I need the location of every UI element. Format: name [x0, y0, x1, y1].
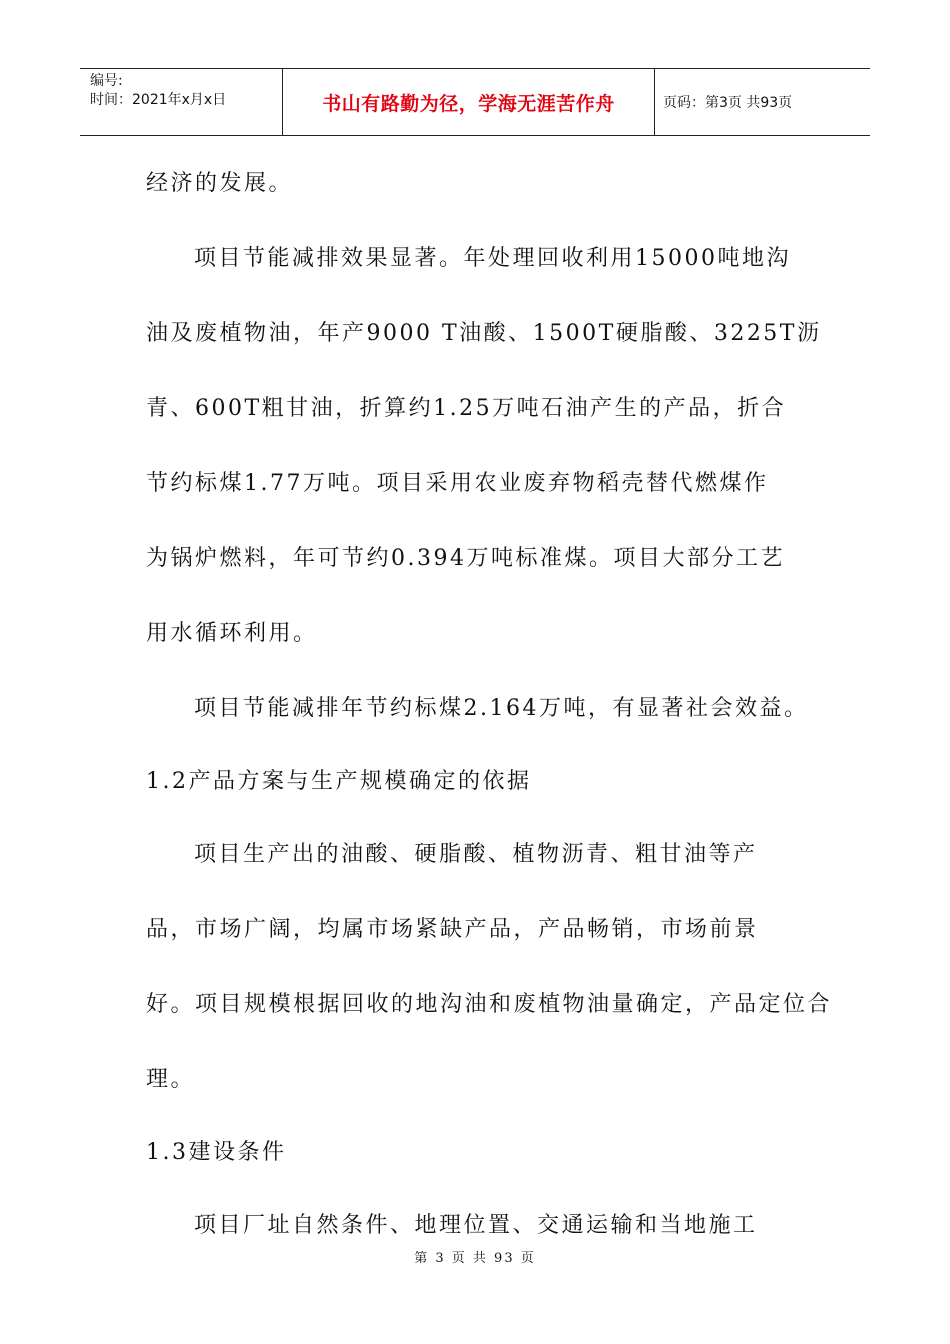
header-page-number: 页码：第3页 共93页: [663, 95, 793, 111]
paragraph-line: 项目厂址自然条件、地理位置、交通运输和当地施工: [194, 1213, 758, 1238]
paragraph-line: 项目节能减排效果显著。年处理回收利用15000吨地沟: [194, 246, 791, 271]
document-date: 时间：2021年x月x日: [90, 92, 227, 108]
page-header: [80, 68, 870, 136]
paragraph-line: 油及废植物油，年产9000 T油酸、1500T硬脂酸、3225T沥: [146, 321, 822, 346]
paragraph-line: 品，市场广阔，均属市场紧缺产品，产品畅销，市场前景: [146, 917, 759, 942]
paragraph-line: 用水循环利用。: [146, 621, 318, 646]
paragraph-line: 为锅炉燃料，年可节约0.394万吨标准煤。项目大部分工艺: [146, 546, 785, 571]
section-heading: 1.3建设条件: [146, 1140, 287, 1165]
page-footer: 第 3 页 共 93 页: [414, 1251, 536, 1266]
document-number-label: 编号:: [90, 73, 123, 89]
paragraph-line: 项目生产出的油酸、硬脂酸、植物沥青、粗甘油等产: [194, 842, 758, 867]
paragraph-line: 项目节能减排年节约标煤2.164万吨，有显著社会效益。: [194, 696, 809, 721]
header-motto: 书山有路勤为径，学海无涯苦作舟: [283, 69, 655, 135]
paragraph-line: 经济的发展。: [146, 171, 294, 196]
section-heading: 1.2产品方案与生产规模确定的依据: [146, 769, 532, 794]
paragraph-line: 节约标煤1.77万吨。项目采用农业废弃物稻壳替代燃煤作: [146, 471, 769, 496]
paragraph-line: 理。: [146, 1067, 196, 1092]
paragraph-line: 好。项目规模根据回收的地沟油和废植物油量确定，产品定位合: [146, 992, 833, 1017]
document-body: [146, 146, 833, 1263]
paragraph-line: 青、600T粗甘油，折算约1.25万吨石油产生的产品，折合: [146, 396, 787, 421]
header-meta: [80, 69, 283, 135]
